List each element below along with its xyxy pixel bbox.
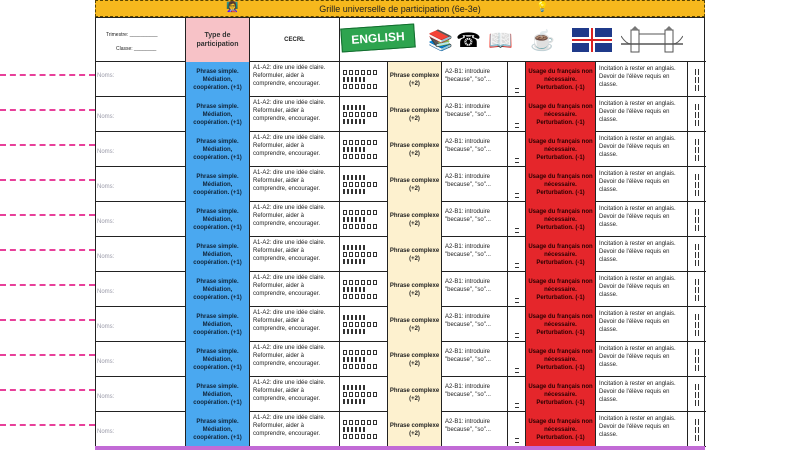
incitation-cell: Incitation à rester en anglais. Devoir de l'élève requis en classe. (596, 342, 688, 377)
type-cell: Phrase simple. Médiation, coopération. (+1) (186, 412, 250, 447)
name-cell[interactable] (96, 62, 186, 97)
stacked-books-icon: 📖 (488, 29, 513, 52)
names-column (0, 62, 115, 447)
complex-cell: Phrase complexe (+2) (388, 272, 442, 307)
penalty-tally-cell[interactable] (688, 307, 706, 342)
tally-cell[interactable] (340, 342, 388, 377)
a2b1-cell: A2-B1: introduire "because", "so"... (442, 377, 508, 412)
penalty-tally-cell[interactable] (688, 202, 706, 237)
cecrl-header: CECRL (250, 18, 340, 62)
uk-flag-icon (572, 28, 612, 52)
tally-cell[interactable] (340, 97, 388, 132)
table-row (96, 62, 706, 97)
type-header: Type de participation (186, 18, 250, 62)
complex-tally-cell[interactable] (508, 97, 526, 132)
a2b1-cell: A2-B1: introduire "because", "so"... (442, 132, 508, 167)
incitation-cell: Incitation à rester en anglais. Devoir de l'élève requis en classe. (596, 167, 688, 202)
tally-cell[interactable] (340, 272, 388, 307)
french-cell: Usage du français non nécessaire. Perturbation. (-1) (526, 62, 596, 97)
cecrl-cell: A1-A2: dire une idée claire. Reformuler, aider à comprendre, encourager. (250, 377, 340, 412)
complex-cell: Phrase complexe (+2) (388, 377, 442, 412)
tally-cell[interactable] (340, 237, 388, 272)
tally-cell[interactable] (340, 202, 388, 237)
type-cell: Phrase simple. Médiation, coopération. (+1) (186, 97, 250, 132)
penalty-tally-cell[interactable] (688, 342, 706, 377)
noms-label: Noms: (97, 289, 115, 295)
type-cell: Phrase simple. Médiation, coopération. (+1) (186, 167, 250, 202)
noms-label: Noms: (97, 359, 115, 365)
french-cell: Usage du français non nécessaire. Perturbation. (-1) (526, 377, 596, 412)
title-bar (95, 0, 705, 17)
trimestre-label[interactable]: Trimestre: __________ (106, 32, 158, 38)
complex-tally-cell[interactable] (508, 412, 526, 447)
penalty-tally-cell[interactable] (688, 62, 706, 97)
noms-row (0, 237, 115, 272)
cecrl-cell: A1-A2: dire une idée claire. Reformuler, aider à comprendre, encourager. (250, 412, 340, 447)
complex-tally-cell[interactable] (508, 167, 526, 202)
cecrl-cell: A1-A2: dire une idée claire. Reformuler, aider à comprendre, encourager. (250, 307, 340, 342)
noms-row (0, 307, 115, 342)
complex-tally-cell[interactable] (508, 307, 526, 342)
noms-row (0, 167, 115, 202)
noms-row (0, 412, 115, 447)
complex-tally-cell[interactable] (508, 377, 526, 412)
incitation-cell: Incitation à rester en anglais. Devoir de l'élève requis en classe. (596, 202, 688, 237)
penalty-tally-cell[interactable] (688, 97, 706, 132)
tower-bridge-icon (621, 26, 683, 54)
type-cell: Phrase simple. Médiation, coopération. (+1) (186, 307, 250, 342)
type-cell: Phrase simple. Médiation, coopération. (+1) (186, 377, 250, 412)
complex-cell: Phrase complexe (+2) (388, 97, 442, 132)
french-cell: Usage du français non nécessaire. Perturbation. (-1) (526, 132, 596, 167)
incitation-cell: Incitation à rester en anglais. Devoir de l'élève requis en classe. (596, 97, 688, 132)
noms-label: Noms: (97, 429, 115, 435)
penalty-tally-cell[interactable] (688, 272, 706, 307)
tally-cell[interactable] (340, 167, 388, 202)
a2b1-cell: A2-B1: introduire "because", "so"... (442, 307, 508, 342)
penalty-tally-cell[interactable] (688, 377, 706, 412)
noms-row (0, 272, 115, 307)
cecrl-cell: A1-A2: dire une idée claire. Reformuler, aider à comprendre, encourager. (250, 237, 340, 272)
phone-booth-icon: ☎ (456, 29, 481, 52)
type-cell: Phrase simple. Médiation, coopération. (+1) (186, 132, 250, 167)
tally-cell[interactable] (340, 62, 388, 97)
complex-tally-cell[interactable] (508, 62, 526, 97)
complex-cell: Phrase complexe (+2) (388, 307, 442, 342)
cecrl-cell: A1-A2: dire une idée claire. Reformuler, aider à comprendre, encourager. (250, 342, 340, 377)
a2b1-cell: A2-B1: introduire "because", "so"... (442, 272, 508, 307)
table-row (96, 237, 706, 272)
french-cell: Usage du français non nécessaire. Perturbation. (-1) (526, 342, 596, 377)
table-row (96, 132, 706, 167)
page-title: Grille universelle de participation (6e-3e) (319, 3, 481, 14)
noms-label: Noms: (97, 73, 115, 79)
table-row (96, 272, 706, 307)
french-cell: Usage du français non nécessaire. Perturbation. (-1) (526, 237, 596, 272)
cecrl-cell: A1-A2: dire une idée claire. Reformuler, aider à comprendre, encourager. (250, 272, 340, 307)
noms-label: Noms: (97, 324, 115, 330)
books-icon: 📚 (428, 29, 453, 52)
a2b1-cell: A2-B1: introduire "because", "so"... (442, 167, 508, 202)
complex-tally-cell[interactable] (508, 202, 526, 237)
incitation-cell: Incitation à rester en anglais. Devoir de l'élève requis en classe. (596, 237, 688, 272)
noms-row (0, 97, 115, 132)
participation-grid (95, 17, 705, 447)
complex-cell: Phrase complexe (+2) (388, 167, 442, 202)
penalty-tally-cell[interactable] (688, 132, 706, 167)
incitation-cell: Incitation à rester en anglais. Devoir de l'élève requis en classe. (596, 377, 688, 412)
complex-cell: Phrase complexe (+2) (388, 237, 442, 272)
noms-row (0, 132, 115, 167)
type-cell: Phrase simple. Médiation, coopération. (+1) (186, 272, 250, 307)
noms-label: Noms: (97, 219, 115, 225)
noms-label: Noms: (97, 114, 115, 120)
complex-cell: Phrase complexe (+2) (388, 342, 442, 377)
french-cell: Usage du français non nécessaire. Perturbation. (-1) (526, 272, 596, 307)
noms-label: Noms: (97, 254, 115, 260)
type-cell: Phrase simple. Médiation, coopération. (+1) (186, 62, 250, 97)
noms-row (0, 62, 115, 97)
complex-cell: Phrase complexe (+2) (388, 132, 442, 167)
noms-label: Noms: (97, 394, 115, 400)
complex-tally-cell[interactable] (508, 132, 526, 167)
incitation-cell: Incitation à rester en anglais. Devoir de l'élève requis en classe. (596, 132, 688, 167)
penalty-tally-cell[interactable] (688, 237, 706, 272)
complex-tally-cell[interactable] (508, 272, 526, 307)
complex-cell: Phrase complexe (+2) (388, 62, 442, 97)
cecrl-cell: A1-A2: dire une idée claire. Reformuler, aider à comprendre, encourager. (250, 167, 340, 202)
penalty-tally-cell[interactable] (688, 167, 706, 202)
a2b1-cell: A2-B1: introduire "because", "so"... (442, 202, 508, 237)
a2b1-cell: A2-B1: introduire "because", "so"... (442, 342, 508, 377)
french-cell: Usage du français non nécessaire. Perturbation. (-1) (526, 307, 596, 342)
classe-label[interactable]: Classe: ________ (116, 46, 157, 52)
table-row (96, 377, 706, 412)
french-cell: Usage du français non nécessaire. Perturbation. (-1) (526, 97, 596, 132)
table-row (96, 97, 706, 132)
incitation-cell: Incitation à rester en anglais. Devoir de l'élève requis en classe. (596, 307, 688, 342)
complex-tally-cell[interactable] (508, 342, 526, 377)
penalty-tally-cell[interactable] (688, 412, 706, 447)
tally-cell[interactable] (340, 132, 388, 167)
type-cell: Phrase simple. Médiation, coopération. (+1) (186, 202, 250, 237)
cecrl-cell: A1-A2: dire une idée claire. Reformuler, aider à comprendre, encourager. (250, 202, 340, 237)
bottom-strip (95, 446, 705, 450)
table-row (96, 342, 706, 377)
type-cell: Phrase simple. Médiation, coopération. (+1) (186, 237, 250, 272)
cecrl-cell: A1-A2: dire une idée claire. Reformuler, aider à comprendre, encourager. (250, 62, 340, 97)
french-cell: Usage du français non nécessaire. Perturbation. (-1) (526, 167, 596, 202)
incitation-cell: Incitation à rester en anglais. Devoir de l'élève requis en classe. (596, 62, 688, 97)
table-row (96, 307, 706, 342)
noms-row (0, 342, 115, 377)
complex-tally-cell[interactable] (508, 237, 526, 272)
a2b1-cell: A2-B1: introduire "because", "so"... (442, 97, 508, 132)
meta-cell (96, 18, 186, 62)
table-row (96, 167, 706, 202)
type-cell: Phrase simple. Médiation, coopération. (+1) (186, 342, 250, 377)
grid-header (96, 18, 706, 62)
lightbulb-icon: 💡 (536, 2, 549, 13)
table-row (96, 202, 706, 237)
tally-cell[interactable] (340, 412, 388, 447)
a2b1-cell: A2-B1: introduire "because", "so"... (442, 412, 508, 447)
french-cell: Usage du français non nécessaire. Perturbation. (-1) (526, 202, 596, 237)
noms-label: Noms: (97, 149, 115, 155)
english-badge: ENGLISH (340, 23, 415, 52)
noms-row (0, 202, 115, 237)
complex-cell: Phrase complexe (+2) (388, 202, 442, 237)
french-cell: Usage du français non nécessaire. Perturbation. (-1) (526, 412, 596, 447)
noms-label: Noms: (97, 184, 115, 190)
cecrl-cell: A1-A2: dire une idée claire. Reformuler, aider à comprendre, encourager. (250, 97, 340, 132)
incitation-cell: Incitation à rester en anglais. Devoir de l'élève requis en classe. (596, 412, 688, 447)
tea-cup-icon: ☕ (530, 29, 555, 52)
noms-row (0, 377, 115, 412)
complex-cell: Phrase complexe (+2) (388, 412, 442, 447)
tally-cell[interactable] (340, 377, 388, 412)
tally-cell[interactable] (340, 307, 388, 342)
a2b1-cell: A2-B1: introduire "because", "so"... (442, 62, 508, 97)
cecrl-cell: A1-A2: dire une idée claire. Reformuler, aider à comprendre, encourager. (250, 132, 340, 167)
table-row (96, 412, 706, 447)
teacher-icon: 👩‍🏫 (226, 2, 239, 13)
incitation-cell: Incitation à rester en anglais. Devoir de l'élève requis en classe. (596, 272, 688, 307)
a2b1-cell: A2-B1: introduire "because", "so"... (442, 237, 508, 272)
